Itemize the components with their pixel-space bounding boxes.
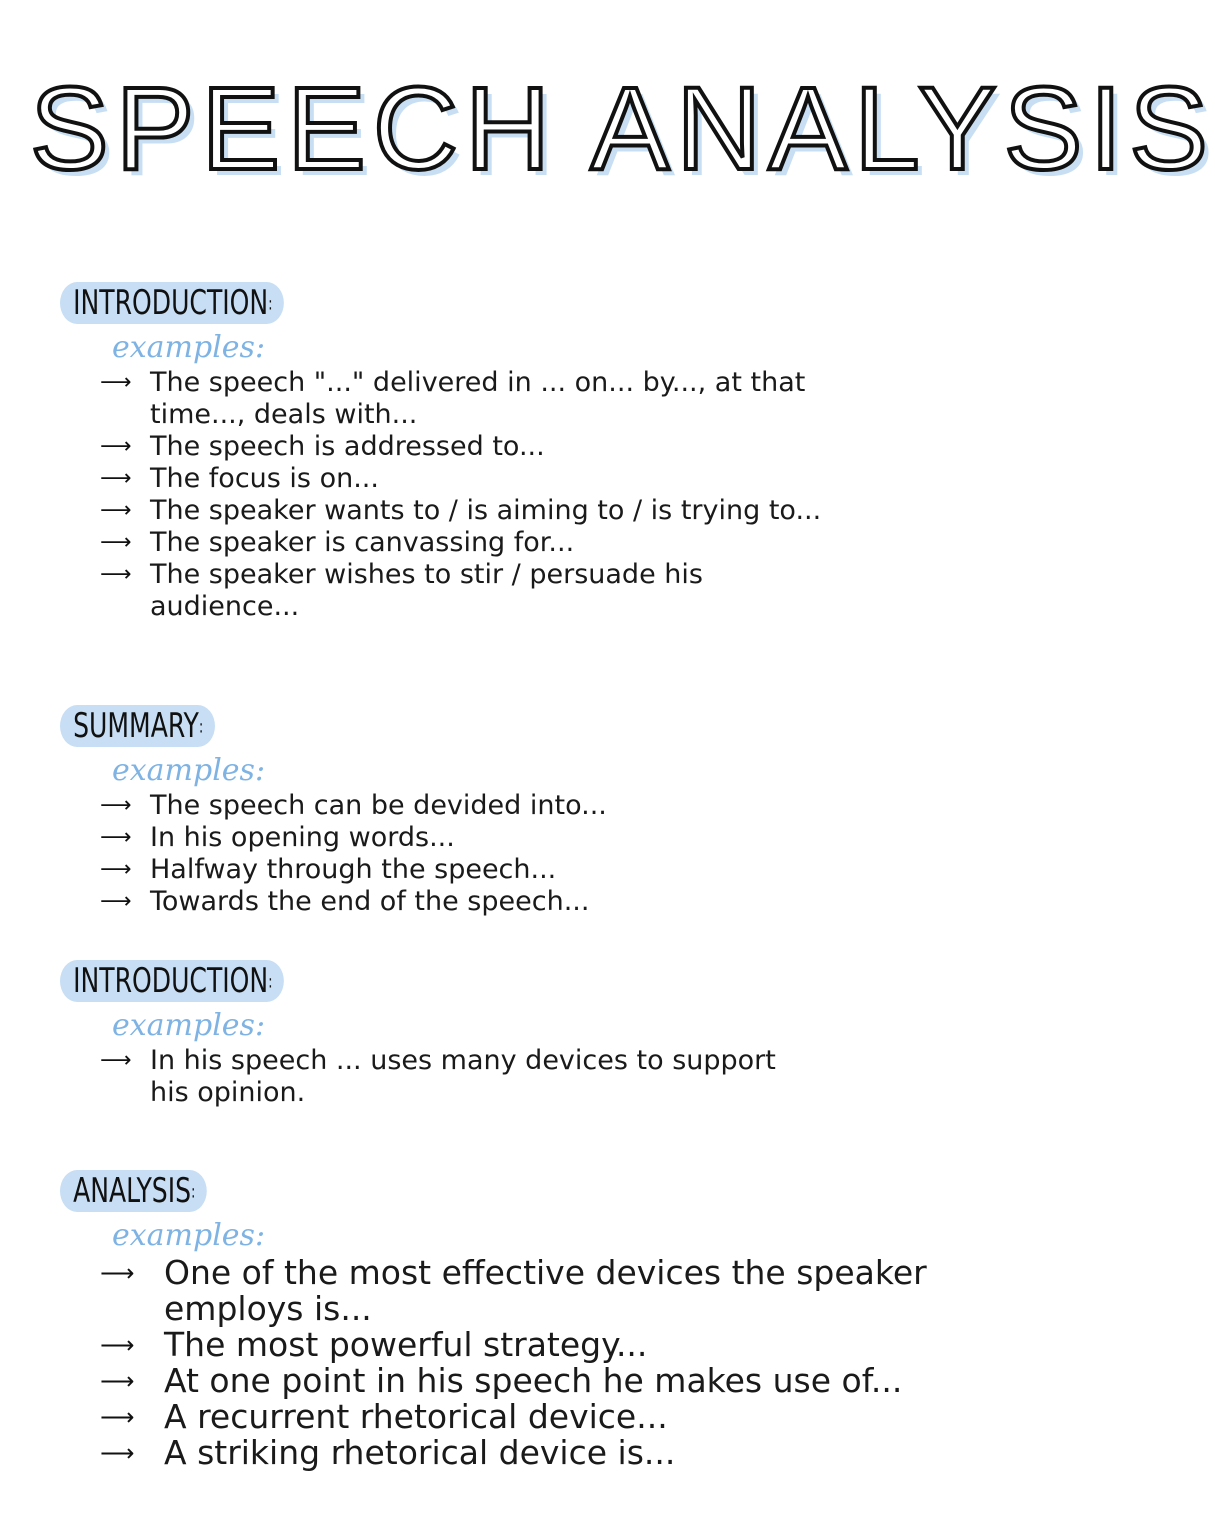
- list-item-text: The speech is addressed to...: [150, 431, 545, 462]
- list-item-text: The speech "..." delivered in ... on... by..., at that time..., deals with...: [150, 367, 806, 430]
- list-item: [100, 367, 860, 431]
- heading-colon: :: [268, 293, 273, 315]
- list-item: [100, 1255, 960, 1327]
- arrow-icon: ⟶: [100, 1367, 135, 1395]
- list-item: [100, 527, 860, 559]
- example-list: [60, 367, 860, 623]
- arrow-icon: ⟶: [100, 1331, 135, 1359]
- arrow-icon: ⟶: [100, 1048, 132, 1073]
- list-item-text: The focus is on...: [150, 463, 379, 494]
- list-item-text: A recurrent rhetorical device...: [164, 1397, 668, 1436]
- list-item: [100, 495, 860, 527]
- heading-text: INTRODUCTION: [73, 961, 269, 1001]
- section-heading: [60, 282, 284, 324]
- list-item: [100, 1045, 800, 1109]
- list-item-text: The speech can be devided into...: [150, 790, 607, 821]
- example-list: [60, 1045, 800, 1109]
- examples-label: examples:: [112, 753, 266, 788]
- arrow-icon: ⟶: [100, 434, 132, 459]
- arrow-icon: ⟶: [100, 370, 132, 395]
- heading-colon: :: [198, 716, 204, 738]
- section-heading: [60, 1170, 207, 1212]
- list-item: [100, 790, 1020, 822]
- arrow-icon: ⟶: [100, 857, 132, 882]
- list-item-text: A striking rhetorical device is...: [164, 1433, 676, 1472]
- heading-colon: :: [268, 971, 273, 993]
- arrow-icon: ⟶: [100, 466, 132, 491]
- list-item-text: One of the most effective devices the speaker employs is...: [164, 1253, 927, 1328]
- heading-text: INTRODUCTION: [73, 283, 269, 323]
- arrow-icon: ⟶: [100, 825, 132, 850]
- list-item: [100, 886, 1020, 918]
- page-title: SPEECH ANALYSIS: [30, 63, 1215, 195]
- list-item: [100, 1399, 960, 1435]
- examples-label: examples:: [112, 1008, 266, 1043]
- arrow-icon: ⟶: [100, 1403, 135, 1431]
- introduction-section: [60, 282, 1020, 623]
- list-item-text: At one point in his speech he makes use of...: [164, 1361, 903, 1400]
- list-item: [100, 822, 1020, 854]
- summary-section: [60, 705, 1020, 918]
- list-item-text: In his speech ... uses many devices to support his opinion.: [150, 1045, 776, 1108]
- introduction-section-2: [60, 960, 1020, 1109]
- list-item-text: Towards the end of the speech...: [150, 886, 590, 917]
- examples-label: examples:: [112, 1218, 266, 1253]
- heading-colon: :: [191, 1181, 196, 1203]
- list-item-text: In his opening words...: [150, 822, 455, 853]
- list-item: [100, 1327, 960, 1363]
- arrow-icon: ⟶: [100, 530, 132, 555]
- arrow-icon: ⟶: [100, 1259, 135, 1287]
- list-item: [100, 1435, 960, 1471]
- arrow-icon: ⟶: [100, 498, 132, 523]
- arrow-icon: ⟶: [100, 1439, 135, 1467]
- list-item: [100, 559, 860, 623]
- list-item-text: The speaker wishes to stir / persuade his audience...: [150, 559, 703, 622]
- arrow-icon: ⟶: [100, 889, 132, 914]
- examples-label: examples:: [112, 330, 266, 365]
- heading-text: SUMMARY: [73, 706, 199, 746]
- arrow-icon: ⟶: [100, 562, 132, 587]
- list-item-text: The speaker is canvassing for...: [150, 527, 575, 558]
- example-list: [60, 1255, 960, 1471]
- list-item: [100, 431, 860, 463]
- list-item: [100, 463, 860, 495]
- list-item-text: The most powerful strategy...: [164, 1325, 648, 1364]
- section-heading: [60, 705, 215, 747]
- list-item-text: The speaker wants to / is aiming to / is trying to...: [150, 495, 822, 526]
- analysis-section: [60, 1170, 1020, 1471]
- arrow-icon: ⟶: [100, 793, 132, 818]
- list-item: [100, 854, 1020, 886]
- example-list: [60, 790, 1020, 918]
- section-heading: [60, 960, 284, 1002]
- heading-text: ANALYSIS: [73, 1171, 192, 1211]
- list-item-text: Halfway through the speech...: [150, 854, 557, 885]
- list-item: [100, 1363, 960, 1399]
